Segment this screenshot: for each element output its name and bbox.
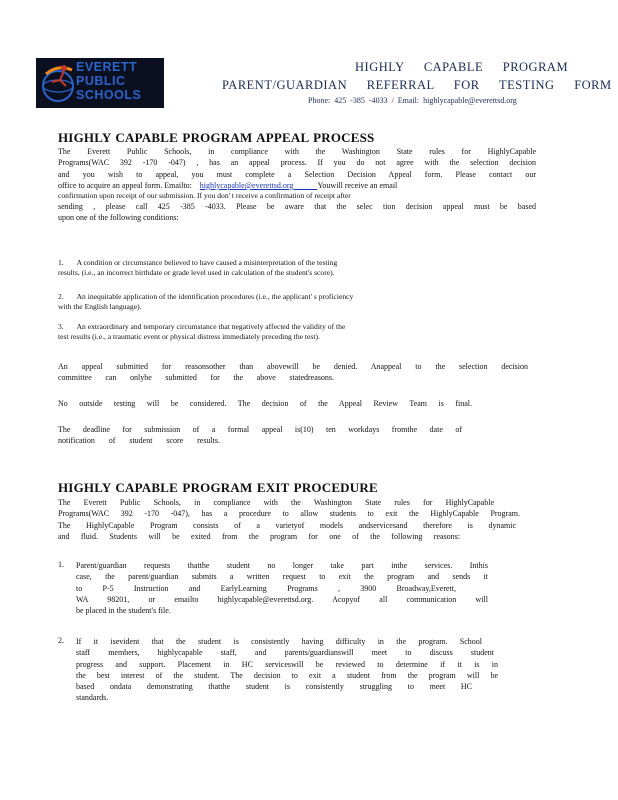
exit-item-line: case, the parent/guardian submits a written request to exit the program and sends it bbox=[76, 572, 488, 582]
appeal-heading: HIGHLY CAPABLE PROGRAM APPEAL PROCESS bbox=[58, 130, 375, 145]
condition-item bbox=[58, 258, 418, 278]
district-logo bbox=[36, 58, 164, 108]
appeal-intro-line: and you wish to appeal, you must complete a Selection Decision Appeal form. Please contact our bbox=[58, 169, 536, 179]
condition-line: 1. A condition or circumstance believed to have caused a misinterpretation of the testing bbox=[58, 258, 338, 267]
exit-intro-line: The Everett Public Schools, in compliance with the Washington State rules for HighlyCapable bbox=[58, 498, 494, 507]
exit-item-line: Parent/guardian requests thatthe student no longer take part inthe services. Inthis bbox=[76, 561, 488, 570]
appeal-after-link: Youwill receive an email bbox=[317, 180, 398, 190]
exit-intro-line: and fluid. Students will be exited from the program for one of the following reasons: bbox=[58, 531, 460, 541]
exit-intro-line: Programs(WAC 392 -170 -047), has a procedure to allow students to exit the HighlyCapable Program. bbox=[58, 509, 520, 519]
email-address: highlycapable@everettsd.org bbox=[423, 96, 517, 105]
appeal-line: confirmation upon receipt of our submission. If you don' t receive a confirmation of receipt after bbox=[58, 191, 351, 201]
globe-runner-icon bbox=[38, 60, 78, 106]
appeal-paragraph-line: notification of student score results. bbox=[58, 436, 220, 446]
contact-line bbox=[308, 96, 517, 105]
form-title-line2: PARENT/GUARDIAN REFERRAL FOR TESTING FORM bbox=[222, 78, 612, 92]
appeal-intro bbox=[58, 146, 536, 224]
appeal-paragraph-line: committee can onlybe submitted for the above statedreasons. bbox=[58, 373, 334, 383]
form-title-line1: HIGHLY CAPABLE PROGRAM bbox=[355, 60, 569, 74]
condition-number: 1. bbox=[58, 258, 64, 267]
email-label: / Email: bbox=[391, 96, 420, 105]
exit-item-line: staff members, highlycapable staff, and parents/guardianswill meet to discuss student bbox=[76, 648, 494, 658]
exit-item bbox=[76, 636, 498, 704]
exit-intro-line: The HighlyCapable Program consists of a varietyof models andservicesand therefore is dynamic bbox=[58, 520, 516, 530]
appeal-line: sending , please call 425 -385 -4033. Please be aware that the selec tion decision appeal must be based bbox=[58, 202, 536, 212]
condition-number: 2. bbox=[58, 292, 64, 301]
exit-item-line: the best interest of the student. The decision to exit a student from the program will be bbox=[76, 670, 498, 680]
exit-item-line: based ondata demonstrating thatthe student is consistently struggling to meet HC bbox=[76, 682, 472, 692]
phone-number: 425 -385 -4033 bbox=[334, 96, 388, 105]
exit-item-number: 1. bbox=[58, 560, 64, 569]
appeal-intro-line: office to acquire an appeal form. Emailto: bbox=[58, 180, 192, 190]
phone-label: Phone: bbox=[308, 96, 331, 105]
appeal-intro-line: Programs(WAC 392 -170 -047) , has an appeal process. If you do not agree with the selection decision bbox=[58, 158, 536, 168]
condition-number: 3. bbox=[58, 322, 64, 331]
exit-item-line: progress and support. Placement in HC serviceswill be reviewed to determine if it is in bbox=[76, 659, 498, 669]
exit-item-number: 2. bbox=[58, 636, 64, 645]
exit-item bbox=[76, 560, 488, 616]
appeal-paragraph-line: No outside testing will be considered. The decision of the Appeal Review Team is final. bbox=[58, 399, 472, 408]
exit-intro bbox=[58, 497, 520, 542]
condition-item bbox=[58, 292, 418, 312]
exit-item-line: If it isevident that the student is consistently having difficulty in the program. School bbox=[76, 637, 482, 646]
exit-item-line: be placed in the student's file. bbox=[76, 606, 171, 616]
exit-item-line: to P-5 Instruction and EarlyLearning Programs , 3900 Broadway,Everett, bbox=[76, 583, 456, 593]
appeal-intro-line: The Everett Public Schools, in compliance with the Washington State rules for HighlyCapable bbox=[58, 147, 536, 156]
exit-item-line: WA 98201, or emailto highlycapable@everettsd.org. Acopyof all communication will bbox=[76, 594, 488, 604]
appeal-email-link[interactable]: highlycapable@everettsd.org bbox=[199, 180, 294, 190]
exit-heading: HIGHLY CAPABLE PROGRAM EXIT PROCEDURE bbox=[58, 480, 378, 495]
appeal-paragraph-line: An appeal submitted for reasonsother than abovewill be denied. Anappeal to the selection decision bbox=[58, 362, 528, 371]
exit-item-line: standards. bbox=[76, 693, 109, 703]
appeal-paragraph bbox=[58, 361, 528, 384]
condition-line: 2. An inequitable application of the identification procedures (i.e., the applicant' s proficiency bbox=[58, 292, 354, 301]
condition-line: test results (i.e., a traumatic event or physical distress immediately preceding the test). bbox=[58, 332, 320, 341]
condition-line: with the English language). bbox=[58, 302, 142, 311]
appeal-email-line bbox=[58, 180, 536, 191]
condition-line: 3. An extraordinary and temporary circumstance that negatively affected the validity of the bbox=[58, 322, 346, 331]
condition-line: results, (i.e., an incorrect birthdate or grade level used in calculation of the student's score). bbox=[58, 268, 335, 277]
appeal-line: upon one of the following conditions: bbox=[58, 213, 179, 223]
logo-wordmark: EVERETT PUBLIC SCHOOLS bbox=[76, 60, 142, 102]
appeal-paragraph-line: The deadline for submission of a formal appeal is(10) ten workdays fromthe date of bbox=[58, 425, 462, 434]
condition-item bbox=[58, 322, 418, 342]
appeal-paragraph bbox=[58, 398, 472, 409]
appeal-paragraph bbox=[58, 424, 462, 447]
